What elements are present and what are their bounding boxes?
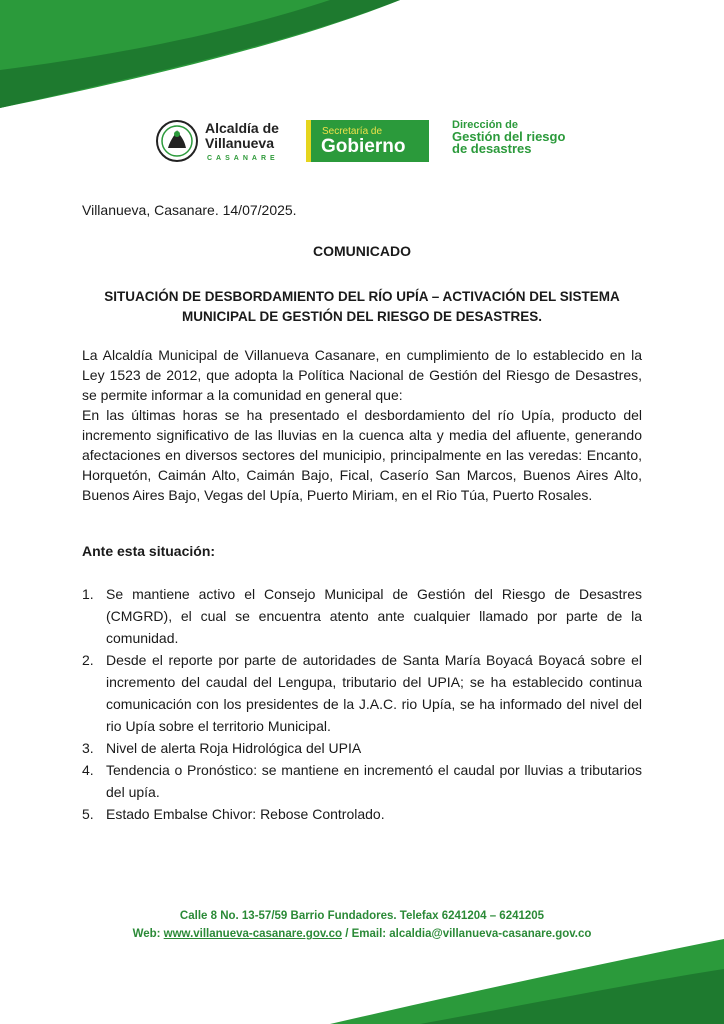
footer-email: / Email: alcaldia@villanueva-casanare.gov.co [342,928,592,940]
direccion-line2: Gestión del riesgo [452,129,566,144]
document-heading: COMUNICADO [313,243,411,259]
document-title [82,287,642,327]
list-item [82,649,642,737]
footer-web-label: Web: [132,928,164,940]
secretaria-gobierno-logo [306,120,429,162]
list-item-text: Nivel de alerta Roja Hidrológica del UPIA [106,740,362,756]
paragraph-intro: La Alcaldía Municipal de Villanueva Casanare, en cumplimiento de lo establecido en la Ley 1523 de 2012, que adopta la Política Nacional de Gestión del Riesgo de Desastres, se permite informar a la comunidad en general que: [82,347,642,403]
footer-address: Calle 8 No. 13-57/59 Barrio Fundadores. Telefax 6241204 – 6241205 [179,910,545,922]
list-item-text: Tendencia o Pronóstico: se mantiene en incrementó el caudal por lluvias a tributarios del upía. [106,762,642,800]
footer-web-link[interactable]: www.villanueva-casanare.gov.co [163,928,342,940]
alcaldia-line1: Alcaldía de [205,120,279,136]
direccion-riesgo-logo [452,120,582,164]
ante-situacion-label: Ante esta situación: [82,543,216,559]
list-item-number: 4. [82,762,94,778]
alcaldia-subtitle: CASANARE [207,155,279,162]
list-item [82,583,642,649]
municipal-seal-icon [156,120,198,162]
alcaldia-line2: Villanueva [205,135,275,151]
top-left-decoration [0,0,724,120]
list-item [82,737,642,759]
direccion-line3: de desastres [452,141,532,156]
secretaria-top-text: Secretaría de [322,126,383,137]
list-item-number: 2. [82,652,94,668]
document-title-line2: MUNICIPAL DE GESTIÓN DEL RIESGO DE DESASTRES. [181,309,543,324]
list-item-text: Desde el reporte por parte de autoridades de Santa María Boyacá Boyacá sobre el incremento del caudal del Lengupa, tributario del UPIA; se ha establecido continua comunicación con los presidentes de la J.A.C. rio Upía, se ha informado del nivel del rio Upía sobre el territorio Municipal. [106,652,642,734]
list-item-number: 3. [82,740,94,756]
alcaldia-logo [154,118,289,166]
secretaria-main-text: Gobierno [321,136,406,157]
header-logos [154,118,584,166]
footer-contact [0,928,724,940]
list-item-text: Estado Embalse Chivor: Rebose Controlado. [106,806,385,822]
direccion-line1: Dirección de [452,119,519,131]
paragraph-situation: En las últimas horas se ha presentado el desbordamiento del río Upía, producto del incremento significativo de las lluvias en la cuenca alta y media del afluente, generando afectaciones en diversos sectores del municipio, principalmente en las veredas: Encanto, Horquetón, Caimán Alto, Caimán Bajo, Fical, Caserío San Marcos, Buenos Aires Alto, Buenos Aires Bajo, Vegas del Upía, Puerto Miriam, en el Rio Túa, Puerto Rosales. [82,407,642,503]
list-item-text: Se mantiene activo el Consejo Municipal de Gestión del Riesgo de Desastres (CMGRD), el cual se encuentra atento ante cualquier llamado por parte de la comunidad. [106,586,642,646]
list-item [82,803,642,825]
date-line: Villanueva, Casanare. 14/07/2025. [82,202,297,218]
list-item-number: 1. [82,586,94,602]
secretaria-accent-bar [306,120,311,162]
actions-list [82,583,642,825]
list-item-number: 5. [82,806,94,822]
document-title-line1: SITUACIÓN DE DESBORDAMIENTO DEL RÍO UPÍA – ACTIVACIÓN DEL SISTEMA [104,289,620,304]
list-item [82,759,642,803]
